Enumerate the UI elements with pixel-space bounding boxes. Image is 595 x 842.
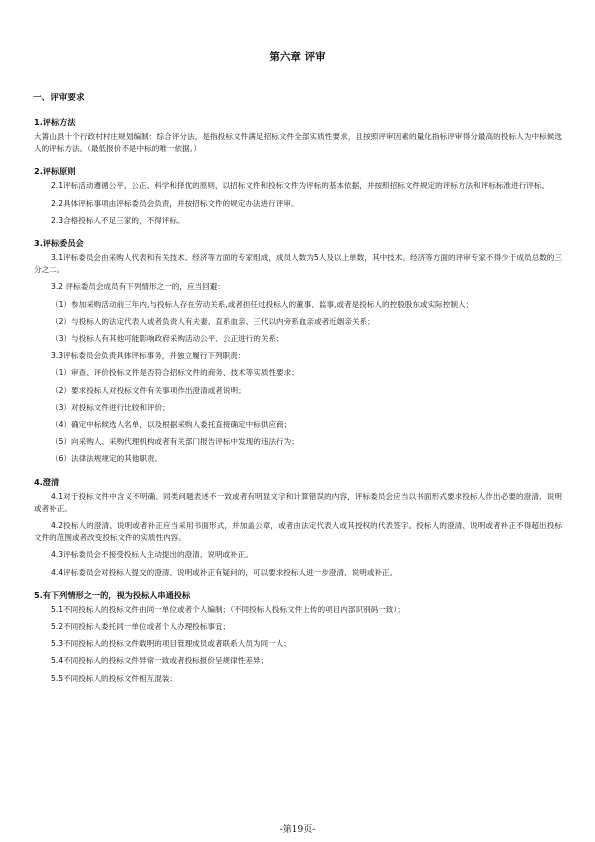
paragraph: 大箐山县十个行政村村庄规划编制：综合评分法，是指投标文件满足招标文件全部实质性要求，且按照评审因素的量化指标评审得分最高的投标人为中标候选人的评标方法。（最低报价不是中标的唯一依据。）: [34, 132, 562, 154]
list-item: （4）确定中标候选人名单，以及根据采购人委托直接确定中标供应商；: [51, 420, 292, 430]
paragraph: 3.3评标委员会负责具体评标事务，并独立履行下列职责：: [51, 351, 246, 361]
heading-collusion: 5.有下列情形之一的，视为投标人串通投标: [34, 589, 191, 600]
list-item: （3）与投标人有其他可能影响政府采购活动公平、公正进行的关系；: [51, 334, 284, 344]
list-item: （1）参加采购活动前三年内,与投标人存在劳动关系,或者担任过投标人的董事、监事,或者是投标人的控股股东或实际控制人；: [51, 299, 474, 309]
paragraph: 5.3不同投标人的投标文件载明的项目管理成员或者联系人员为同一人；: [51, 639, 291, 649]
list-item: （1）审查、评价投标文件是否符合招标文件的商务、技术等实质性要求；: [51, 368, 299, 378]
paragraph: 2.3合格投标人不足三家的，不得评标。: [51, 215, 185, 225]
list-item: （2）与投标人的法定代表人或者负责人有夫妻、直系血亲、三代以内旁系血亲或者近姻亲关系；: [51, 316, 375, 326]
section-heading: 一、评审要求: [33, 93, 85, 103]
list-item: （5）向采购人、采购代理机构或者有关部门报告评标中发现的违法行为；: [51, 437, 299, 447]
paragraph: 4.1对于投标文件中含义不明确、同类问题表述不一致或者有明显文字和计算错误的内容，评标委员会应当以书面形式要求投标人作出必要的澄清、说明或者补正。: [34, 491, 562, 513]
list-item: （2）要求投标人对投标文件有关事项作出澄清或者说明；: [51, 385, 246, 395]
list-item: （3）对投标文件进行比较和评价；: [51, 402, 170, 412]
paragraph: 4.4评标委员会对投标人提交的澄清、说明或补正有疑问的，可以要求投标人进一步澄清、说明或补正。: [51, 567, 398, 577]
paragraph: 4.2投标人的澄清、说明或者补正应当采用书面形式，并加盖公章，或者由法定代表人或其授权的代表签字。投标人的澄清、说明或者补正不得超出投标文件的范围或者改变投标文件的实质性内容。: [34, 521, 562, 543]
paragraph: 2.2具体评标事项由评标委员会负责，并按招标文件的规定办法进行评审。: [51, 198, 299, 208]
paragraph: 5.1不同投标人的投标文件由同一单位或者个人编制；（不同投标人投标文件上传的项目内部识别码一致）；: [51, 604, 405, 614]
chapter-title: 第六章 评审: [269, 51, 326, 63]
paragraph: 3.1评标委员会由采购人代表和有关技术、经济等方面的专家组成，成员人数为5人及以上单数，其中技术、经济等方面的评审专家不得少于成员总数的三分之二。: [34, 253, 562, 275]
paragraph: 5.2不同投标人委托同一单位或者个人办理投标事宜；: [51, 622, 231, 632]
paragraph: 5.4不同投标人的投标文件异常一致或者投标报价呈规律性差异；: [51, 656, 269, 666]
heading-evaluation-method: 1.评标方法: [34, 117, 76, 127]
paragraph: 2.1评标活动遵循公平、公正、科学和择优的原则，以招标文件和投标文件为评标的基本依据，并按照招标文件规定的评标方法和评标标准进行评标。: [51, 181, 550, 191]
heading-evaluation-committee: 3.评标委员会: [34, 238, 84, 249]
page-number: -第19页-: [279, 825, 316, 835]
paragraph: 3.2 评标委员会成员有下列情形之一的，应当回避：: [51, 282, 225, 292]
heading-clarification: 4.澄清: [34, 476, 60, 487]
list-item: （6）法律法规规定的其他职责。: [51, 454, 163, 464]
document-body: [34, 92, 562, 690]
paragraph: 5.5不同投标人的投标文件相互混装；: [51, 673, 177, 683]
heading-evaluation-principles: 2.评标原则: [34, 166, 76, 177]
paragraph: 4.3评标委员会不接受投标人主动提出的澄清、说明或补正。: [51, 550, 253, 560]
